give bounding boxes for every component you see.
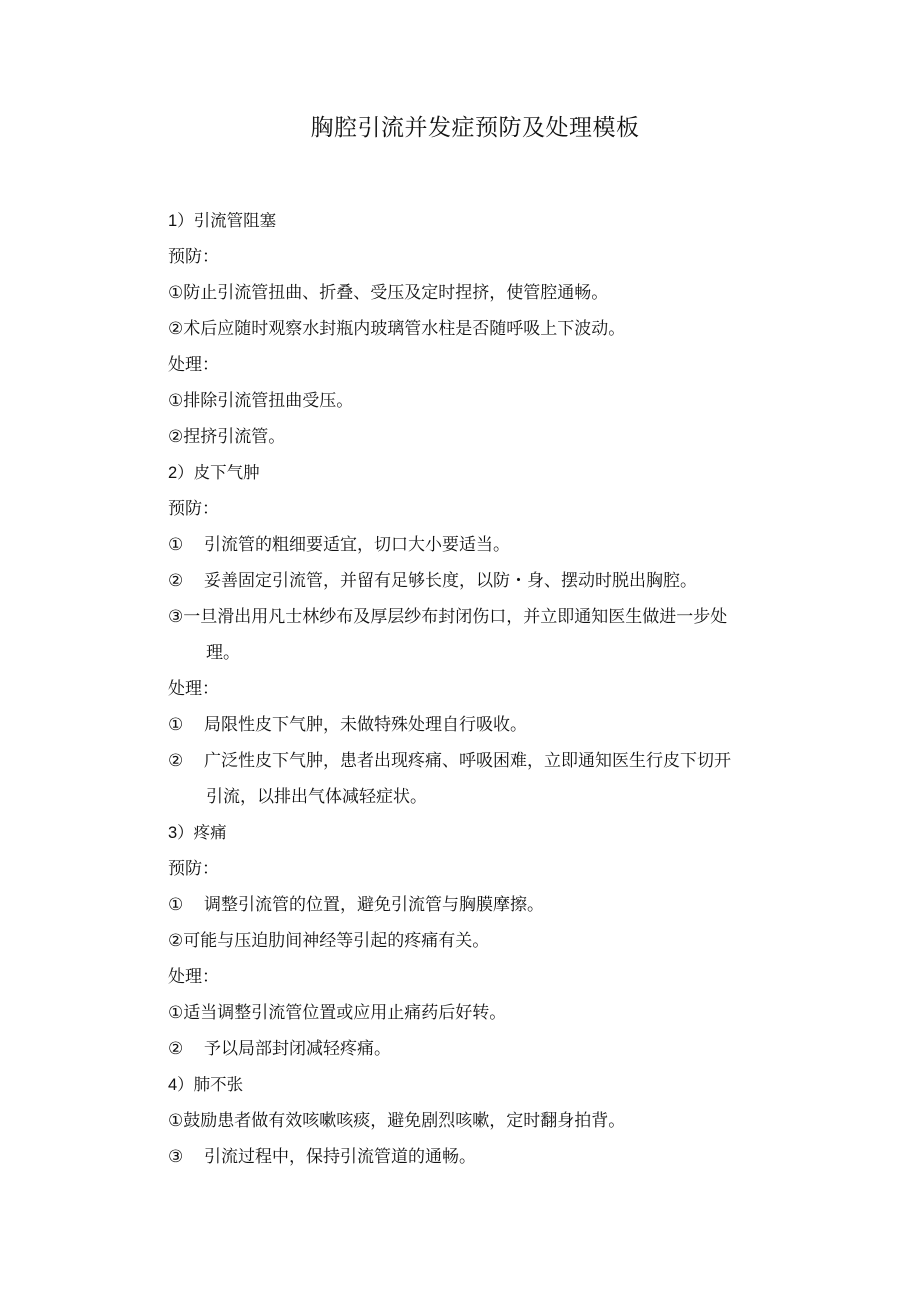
list-item-text: 捏挤引流管。 <box>183 427 286 447</box>
list-item-text: 妥善固定引流管，并留有足够长度，以防・身、摆动时脱出胸腔。 <box>204 571 697 591</box>
list-item-text: 广泛性皮下气肿，患者出现疼痛、呼吸困难，立即通知医生行皮下切开 <box>204 751 731 771</box>
list-item-number: ② <box>168 319 184 339</box>
subsection-label: 处理： <box>168 967 219 987</box>
list-item-text: 排除引流管扭曲受压。 <box>183 391 354 411</box>
list-item <box>168 527 788 563</box>
list-item-text: 防止引流管扭曲、折叠、受压及定时捏挤，使管腔通畅。 <box>183 283 609 303</box>
subsection-label: 预防： <box>168 499 219 519</box>
list-item-continuation: 理。 <box>206 643 240 663</box>
subsection-label: 预防： <box>168 859 219 879</box>
list-item-number: ② <box>168 751 184 771</box>
list-item <box>168 1103 788 1139</box>
list-item-number: ① <box>168 1003 184 1023</box>
subsection-label: 处理： <box>168 679 219 699</box>
list-item-text: 一旦滑出用凡士林纱布及厚层纱布封闭伤口，并立即通知医生做进一步处 <box>183 607 728 627</box>
list-item-text: 予以局部封闭减轻疼痛。 <box>204 1039 391 1059</box>
section-heading: 1）引流管阻塞 <box>168 212 277 230</box>
list-item <box>168 383 788 419</box>
list-item <box>168 419 788 455</box>
list-item-text: 鼓励患者做有效咳嗽咳痰，避免剧烈咳嗽，定时翻身拍背。 <box>183 1111 626 1131</box>
subsection-label: 预防： <box>168 247 219 267</box>
list-item-number: ② <box>168 571 184 591</box>
list-item <box>168 707 788 743</box>
list-item-text: 调整引流管的位置，避免引流管与胸膜摩擦。 <box>204 895 544 915</box>
list-item-number: ① <box>168 1111 184 1131</box>
list-item-text: 引流管的粗细要适宜，切口大小要适当。 <box>204 535 510 555</box>
list-item-text: 引流过程中，保持引流管道的通畅。 <box>204 1147 476 1167</box>
section-heading: 3）疼痛 <box>168 824 227 842</box>
list-item <box>168 1139 788 1175</box>
list-item-number: ② <box>168 427 184 447</box>
list-item-number: ② <box>168 1039 184 1059</box>
list-item-continuation: 引流，以排出气体减轻症状。 <box>206 787 427 807</box>
list-item-text: 适当调整引流管位置或应用止痛药后好转。 <box>183 1003 507 1023</box>
subsection-label: 处理： <box>168 355 219 375</box>
section-heading: 4）肺不张 <box>168 1076 244 1094</box>
list-item-text: 局限性皮下气肿，未做特殊处理自行吸收。 <box>204 715 527 735</box>
document-title: 胸腔引流并发症预防及处理模板 <box>310 115 640 141</box>
list-item-number: ② <box>168 931 184 951</box>
list-item <box>168 887 788 923</box>
list-item-number: ③ <box>168 607 184 627</box>
document-body <box>168 203 788 1175</box>
list-item <box>168 599 788 635</box>
list-item <box>168 311 788 347</box>
list-item-text: 可能与压迫肋间神经等引起的疼痛有关。 <box>183 931 490 951</box>
list-item <box>168 743 788 779</box>
list-item-number: ① <box>168 895 184 915</box>
list-item-number: ① <box>168 283 184 303</box>
list-item-number: ① <box>168 715 184 735</box>
list-item-text: 术后应随时观察水封瓶内玻璃管水柱是否随呼吸上下波动。 <box>183 319 626 339</box>
list-item <box>168 1031 788 1067</box>
list-item <box>168 275 788 311</box>
list-item-number: ① <box>168 391 184 411</box>
list-item <box>168 995 788 1031</box>
section-heading: 2）皮下气肿 <box>168 464 260 482</box>
list-item-number: ③ <box>168 1147 184 1167</box>
list-item <box>168 923 788 959</box>
list-item-number: ① <box>168 535 184 555</box>
list-item <box>168 563 788 599</box>
